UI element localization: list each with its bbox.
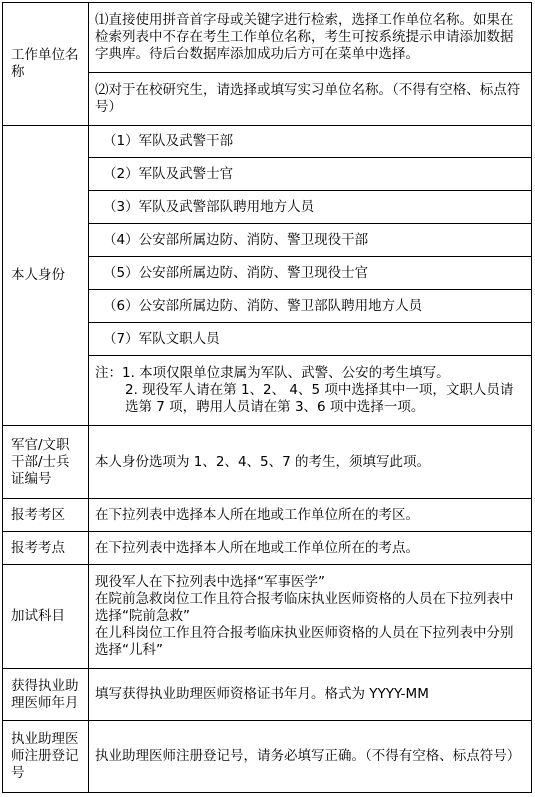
- assistant-date-rule: 填写获得执业助理医师资格证书年月。格式为 YYYY-MM: [89, 669, 532, 721]
- assistant-reg-label: 执业助理医师注册登记号: [3, 721, 89, 793]
- identity-option-2: （2）军队及武警士官: [89, 158, 532, 191]
- assistant-date-label: 获得执业助理医师年月: [3, 669, 89, 721]
- identity-notes: [89, 356, 532, 426]
- exam-site-label: 报考考点: [3, 532, 89, 565]
- work-unit-rule-1: ⑴直接使用拼音首字母或关键字进行检索，选择工作单位名称。如果在检索列表中不存在考生工作单位名称，考生可按系统提示申请添加数据字典库。待后台数据库添加成功后方可在菜单中选择。: [89, 3, 532, 73]
- identity-option-6: （6）公安部所属边防、消防、警卫部队聘用地方人员: [89, 290, 532, 323]
- exam-region-label: 报考考区: [3, 499, 89, 532]
- work-unit-label: 工作单位名称: [3, 3, 89, 126]
- extra-subject-rules: [89, 565, 532, 669]
- extra-subject-label: 加试科目: [3, 565, 89, 669]
- identity-option-7: （7）军队文职人员: [89, 323, 532, 356]
- extra-subject-rule-3: 在儿科岗位工作且符合报考临床执业医师资格的人员在下拉列表中分别选择“儿科”: [95, 625, 514, 658]
- work-unit-rule-2: ⑵对于在校研究生，请选择或填写实习单位名称。（不得有空格、标点符号）: [89, 73, 532, 126]
- identity-note-1: 注：1. 本项仅限单位隶属为军队、武警、公安的考生填写。: [95, 365, 450, 381]
- extra-subject-rule-2: 在院前急救岗位工作且符合报考临床执业医师资格的人员在下拉列表中选择“院前急救”: [95, 591, 514, 624]
- assistant-reg-rule: 执业助理医师注册登记号，请务必填写正确。（不得有空格、标点符号）: [89, 721, 532, 793]
- identity-label: 本人身份: [3, 126, 89, 426]
- form-instructions-table: [2, 2, 532, 793]
- identity-option-3: （3）军队及武警部队聘用地方人员: [89, 191, 532, 224]
- exam-site-rule: 在下拉列表中选择本人所在地或工作单位所在的考点。: [89, 532, 532, 565]
- officer-no-label: 军官/文职干部/士兵证编号: [3, 426, 89, 499]
- identity-option-1: （1）军队及武警干部: [89, 126, 532, 158]
- identity-option-4: （4）公安部所属边防、消防、警卫现役干部: [89, 224, 532, 257]
- officer-no-rule: 本人身份选项为 1、2、4、5、7 的考生，须填写此项。: [89, 426, 532, 499]
- extra-subject-rule-1: 现役军人在下拉列表中选择“军事医学”: [95, 574, 325, 590]
- exam-region-rule: 在下拉列表中选择本人所在地或工作单位所在的考区。: [89, 499, 532, 532]
- identity-note-2: 2. 现役军人请在第 1、2、 4、5 项中选择其中一项，文职人员请选第 7 项，聘用人员请在第 3、6 项中选择一项。: [125, 382, 514, 415]
- identity-option-5: （5）公安部所属边防、消防、警卫现役士官: [89, 257, 532, 290]
